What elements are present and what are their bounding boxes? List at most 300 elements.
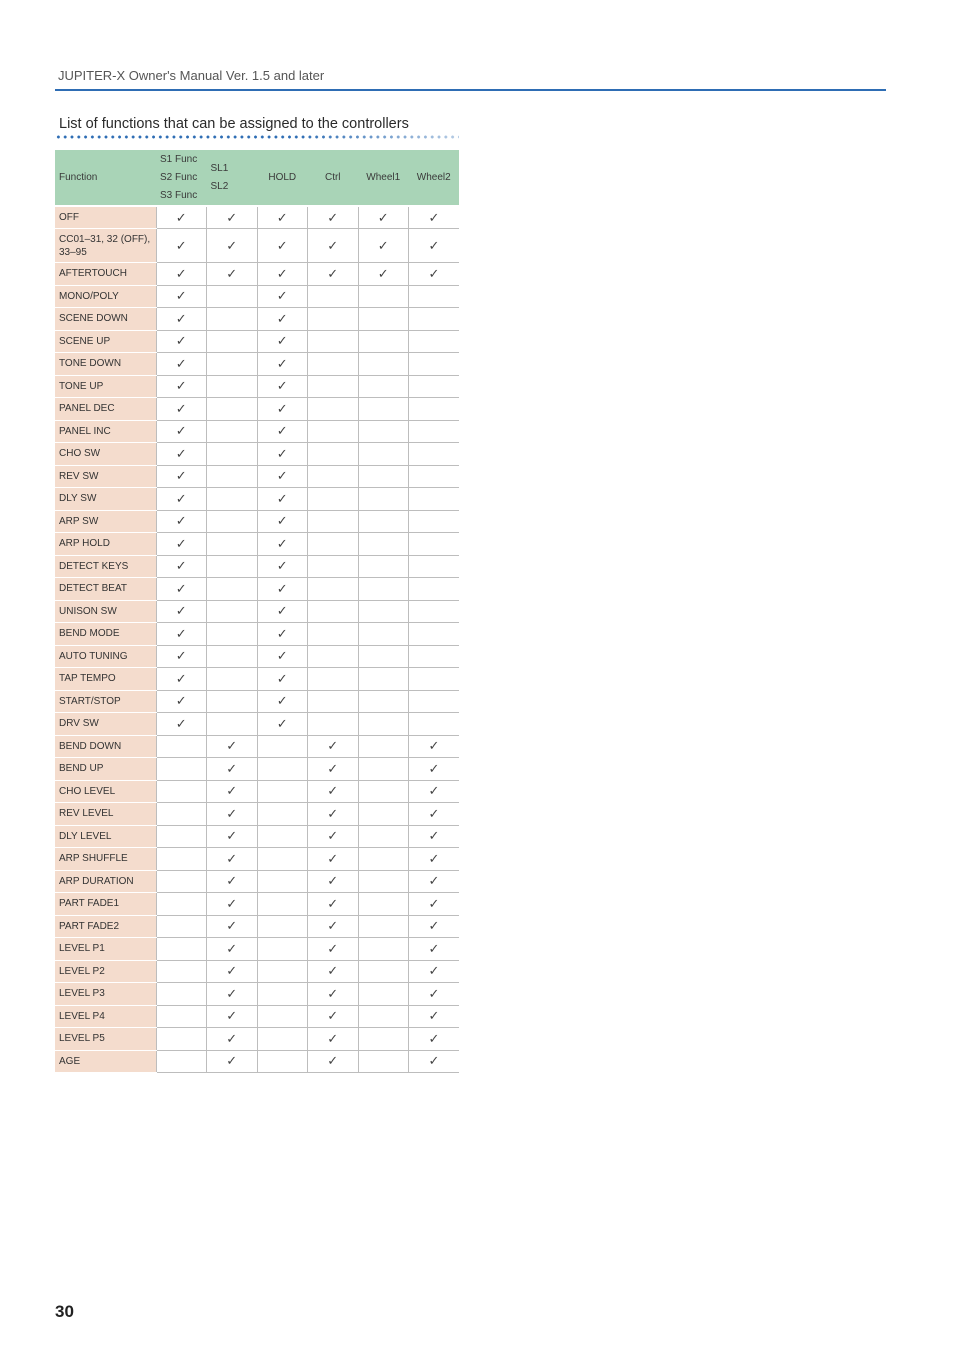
check-mark-icon: ✓ [226, 805, 238, 821]
cell-hold [257, 735, 308, 758]
cell-sl [207, 938, 258, 961]
cell-hold [257, 420, 308, 443]
cell-hold [257, 915, 308, 938]
check-mark-icon: ✓ [175, 400, 187, 416]
cell-wheel2 [409, 1005, 460, 1028]
cell-ctrl [308, 983, 359, 1006]
check-mark-icon: ✓ [327, 895, 339, 911]
check-mark-icon: ✓ [276, 333, 288, 349]
cell-hold [257, 488, 308, 511]
cell-wheel2 [409, 443, 460, 466]
check-mark-icon: ✓ [428, 850, 440, 866]
cell-s-func [156, 263, 207, 286]
check-mark-icon: ✓ [428, 895, 440, 911]
cell-s-func [156, 555, 207, 578]
cell-s-func [156, 353, 207, 376]
cell-hold [257, 983, 308, 1006]
cell-wheel1 [358, 443, 409, 466]
cell-s-func [156, 375, 207, 398]
cell-sl [207, 645, 258, 668]
function-name-cell: CHO LEVEL [55, 780, 156, 803]
check-mark-icon: ✓ [175, 333, 187, 349]
check-mark-icon: ✓ [327, 265, 339, 281]
cell-ctrl [308, 206, 359, 229]
cell-wheel1 [358, 330, 409, 353]
cell-sl [207, 825, 258, 848]
function-name-cell: TONE DOWN [55, 353, 156, 376]
table-row [55, 555, 459, 578]
cell-sl [207, 1050, 258, 1073]
check-mark-icon: ✓ [428, 940, 440, 956]
cell-wheel1 [358, 803, 409, 826]
check-mark-icon: ✓ [276, 490, 288, 506]
function-name-cell: ARP SHUFFLE [55, 848, 156, 871]
cell-s-func [156, 600, 207, 623]
cell-wheel1 [358, 398, 409, 421]
cell-wheel2 [409, 690, 460, 713]
table-row [55, 803, 459, 826]
check-mark-icon: ✓ [428, 918, 440, 934]
function-name-cell: MONO/POLY [55, 285, 156, 308]
cell-wheel1 [358, 229, 409, 263]
function-name-cell: BEND MODE [55, 623, 156, 646]
function-name-cell: BEND UP [55, 758, 156, 781]
cell-ctrl [308, 938, 359, 961]
cell-wheel1 [358, 375, 409, 398]
check-mark-icon: ✓ [276, 355, 288, 371]
table-row [55, 578, 459, 601]
cell-wheel2 [409, 893, 460, 916]
check-mark-icon: ✓ [175, 625, 187, 641]
table-row [55, 1050, 459, 1073]
cell-ctrl [308, 735, 359, 758]
cell-wheel1 [358, 915, 409, 938]
check-mark-icon: ✓ [327, 738, 339, 754]
cell-s-func [156, 465, 207, 488]
cell-wheel2 [409, 1050, 460, 1073]
cell-ctrl [308, 1028, 359, 1051]
cell-wheel1 [358, 758, 409, 781]
cell-sl [207, 533, 258, 556]
cell-wheel2 [409, 870, 460, 893]
cell-sl [207, 285, 258, 308]
cell-sl [207, 780, 258, 803]
cell-ctrl [308, 960, 359, 983]
cell-wheel2 [409, 578, 460, 601]
check-mark-icon: ✓ [276, 625, 288, 641]
cell-hold [257, 1005, 308, 1028]
cell-s-func [156, 206, 207, 229]
cell-hold [257, 229, 308, 263]
cell-hold [257, 870, 308, 893]
function-name-cell: PANEL INC [55, 420, 156, 443]
cell-s-func [156, 533, 207, 556]
check-mark-icon: ✓ [276, 580, 288, 596]
cell-hold [257, 623, 308, 646]
cell-sl [207, 578, 258, 601]
cell-wheel1 [358, 263, 409, 286]
function-name-cell: CHO SW [55, 443, 156, 466]
check-mark-icon: ✓ [276, 468, 288, 484]
check-mark-icon: ✓ [327, 918, 339, 934]
function-name-cell: ARP SW [55, 510, 156, 533]
cell-wheel2 [409, 780, 460, 803]
cell-ctrl [308, 848, 359, 871]
check-mark-icon: ✓ [226, 918, 238, 934]
table-row [55, 1028, 459, 1051]
cell-sl [207, 893, 258, 916]
check-mark-icon: ✓ [175, 265, 187, 281]
check-mark-icon: ✓ [226, 1053, 238, 1069]
check-mark-icon: ✓ [327, 850, 339, 866]
header-s1-func: S1 Func [160, 153, 198, 165]
cell-s-func [156, 420, 207, 443]
table-row [55, 690, 459, 713]
cell-ctrl [308, 263, 359, 286]
function-name-cell: SCENE UP [55, 330, 156, 353]
cell-wheel1 [358, 353, 409, 376]
check-mark-icon: ✓ [226, 209, 238, 225]
check-mark-icon: ✓ [276, 513, 288, 529]
header-divider [55, 89, 886, 91]
cell-ctrl [308, 803, 359, 826]
cell-wheel2 [409, 330, 460, 353]
check-mark-icon: ✓ [226, 963, 238, 979]
table-row [55, 780, 459, 803]
cell-wheel2 [409, 420, 460, 443]
cell-ctrl [308, 870, 359, 893]
check-mark-icon: ✓ [226, 940, 238, 956]
cell-wheel2 [409, 1028, 460, 1051]
cell-hold [257, 308, 308, 331]
cell-sl [207, 848, 258, 871]
cell-ctrl [308, 443, 359, 466]
function-assignment-table [55, 150, 459, 1073]
cell-hold [257, 938, 308, 961]
cell-sl [207, 398, 258, 421]
table-row [55, 870, 459, 893]
cell-sl [207, 353, 258, 376]
cell-s-func [156, 960, 207, 983]
check-mark-icon: ✓ [327, 985, 339, 1001]
cell-sl [207, 465, 258, 488]
table-row [55, 983, 459, 1006]
function-name-cell: PART FADE2 [55, 915, 156, 938]
cell-wheel2 [409, 533, 460, 556]
check-mark-icon: ✓ [428, 873, 440, 889]
cell-wheel2 [409, 555, 460, 578]
cell-ctrl [308, 353, 359, 376]
cell-wheel2 [409, 206, 460, 229]
function-name-cell: LEVEL P5 [55, 1028, 156, 1051]
table-row [55, 600, 459, 623]
function-name-cell: PART FADE1 [55, 893, 156, 916]
cell-wheel2 [409, 915, 460, 938]
cell-sl [207, 1005, 258, 1028]
check-mark-icon: ✓ [276, 535, 288, 551]
cell-wheel2 [409, 983, 460, 1006]
cell-hold [257, 375, 308, 398]
cell-sl [207, 915, 258, 938]
cell-wheel1 [358, 600, 409, 623]
check-mark-icon: ✓ [175, 603, 187, 619]
table-row [55, 960, 459, 983]
cell-wheel1 [358, 308, 409, 331]
cell-s-func [156, 848, 207, 871]
cell-hold [257, 803, 308, 826]
cell-ctrl [308, 1005, 359, 1028]
table-header-row [55, 150, 459, 206]
cell-wheel1 [358, 848, 409, 871]
cell-hold [257, 600, 308, 623]
check-mark-icon: ✓ [276, 693, 288, 709]
cell-wheel1 [358, 870, 409, 893]
check-mark-icon: ✓ [226, 1008, 238, 1024]
table-row [55, 758, 459, 781]
function-name-cell: CC01–31, 32 (OFF), 33–95 [55, 229, 156, 263]
check-mark-icon: ✓ [175, 558, 187, 574]
cell-hold [257, 285, 308, 308]
check-mark-icon: ✓ [226, 895, 238, 911]
cell-ctrl [308, 229, 359, 263]
cell-s-func [156, 488, 207, 511]
cell-wheel1 [358, 713, 409, 736]
cell-ctrl [308, 623, 359, 646]
cell-wheel2 [409, 375, 460, 398]
check-mark-icon: ✓ [276, 310, 288, 326]
cell-hold [257, 960, 308, 983]
cell-hold [257, 690, 308, 713]
cell-hold [257, 398, 308, 421]
header-s-func [156, 150, 207, 206]
cell-hold [257, 206, 308, 229]
table-row [55, 353, 459, 376]
cell-s-func [156, 690, 207, 713]
cell-hold [257, 330, 308, 353]
cell-wheel1 [358, 1050, 409, 1073]
header-wheel2: Wheel2 [409, 150, 460, 206]
cell-wheel1 [358, 623, 409, 646]
header-function: Function [55, 150, 156, 206]
function-name-cell: PANEL DEC [55, 398, 156, 421]
table-row [55, 1005, 459, 1028]
header-s3-func: S3 Func [160, 189, 198, 201]
check-mark-icon: ✓ [428, 265, 440, 281]
cell-sl [207, 420, 258, 443]
cell-wheel1 [358, 780, 409, 803]
cell-ctrl [308, 758, 359, 781]
cell-s-func [156, 825, 207, 848]
cell-s-func [156, 1005, 207, 1028]
cell-wheel1 [358, 893, 409, 916]
table-row [55, 510, 459, 533]
check-mark-icon: ✓ [327, 783, 339, 799]
check-mark-icon: ✓ [276, 715, 288, 731]
cell-s-func [156, 443, 207, 466]
check-mark-icon: ✓ [276, 400, 288, 416]
check-mark-icon: ✓ [175, 445, 187, 461]
check-mark-icon: ✓ [428, 1030, 440, 1046]
cell-s-func [156, 713, 207, 736]
table-row [55, 915, 459, 938]
check-mark-icon: ✓ [276, 288, 288, 304]
cell-wheel1 [358, 690, 409, 713]
function-name-cell: LEVEL P4 [55, 1005, 156, 1028]
function-name-cell: DLY LEVEL [55, 825, 156, 848]
cell-s-func [156, 645, 207, 668]
cell-s-func [156, 510, 207, 533]
cell-ctrl [308, 690, 359, 713]
cell-wheel1 [358, 735, 409, 758]
function-name-cell: AFTERTOUCH [55, 263, 156, 286]
table-row [55, 735, 459, 758]
cell-s-func [156, 1028, 207, 1051]
function-name-cell: AGE [55, 1050, 156, 1073]
cell-s-func [156, 229, 207, 263]
table-row [55, 229, 459, 263]
cell-sl [207, 623, 258, 646]
cell-wheel2 [409, 465, 460, 488]
check-mark-icon: ✓ [175, 580, 187, 596]
check-mark-icon: ✓ [276, 423, 288, 439]
check-mark-icon: ✓ [226, 985, 238, 1001]
check-mark-icon: ✓ [226, 828, 238, 844]
check-mark-icon: ✓ [276, 209, 288, 225]
table-row [55, 420, 459, 443]
function-name-cell: DETECT BEAT [55, 578, 156, 601]
cell-wheel2 [409, 668, 460, 691]
function-name-cell: BEND DOWN [55, 735, 156, 758]
cell-s-func [156, 623, 207, 646]
check-mark-icon: ✓ [327, 1053, 339, 1069]
cell-sl [207, 983, 258, 1006]
function-name-cell: ARP DURATION [55, 870, 156, 893]
check-mark-icon: ✓ [428, 783, 440, 799]
check-mark-icon: ✓ [226, 783, 238, 799]
check-mark-icon: ✓ [175, 355, 187, 371]
cell-sl [207, 263, 258, 286]
check-mark-icon: ✓ [276, 265, 288, 281]
cell-wheel2 [409, 488, 460, 511]
cell-sl [207, 555, 258, 578]
table-row [55, 263, 459, 286]
cell-hold [257, 893, 308, 916]
cell-ctrl [308, 488, 359, 511]
cell-hold [257, 780, 308, 803]
cell-sl [207, 1028, 258, 1051]
cell-wheel1 [358, 668, 409, 691]
check-mark-icon: ✓ [276, 445, 288, 461]
header-sl1: SL1 [210, 162, 229, 174]
check-mark-icon: ✓ [327, 760, 339, 776]
cell-wheel1 [358, 825, 409, 848]
check-mark-icon: ✓ [377, 237, 389, 253]
cell-wheel1 [358, 938, 409, 961]
table-row [55, 848, 459, 871]
header-ctrl: Ctrl [308, 150, 359, 206]
check-mark-icon: ✓ [226, 265, 238, 281]
cell-sl [207, 510, 258, 533]
cell-s-func [156, 803, 207, 826]
cell-hold [257, 353, 308, 376]
header-sl2: SL2 [210, 180, 229, 192]
check-mark-icon: ✓ [276, 237, 288, 253]
table-row [55, 398, 459, 421]
cell-ctrl [308, 398, 359, 421]
cell-hold [257, 510, 308, 533]
function-name-cell: SCENE DOWN [55, 308, 156, 331]
check-mark-icon: ✓ [428, 828, 440, 844]
cell-wheel1 [358, 983, 409, 1006]
cell-hold [257, 533, 308, 556]
cell-wheel1 [358, 578, 409, 601]
table-row [55, 893, 459, 916]
cell-s-func [156, 668, 207, 691]
cell-wheel2 [409, 960, 460, 983]
cell-s-func [156, 983, 207, 1006]
cell-ctrl [308, 668, 359, 691]
cell-wheel1 [358, 510, 409, 533]
cell-hold [257, 465, 308, 488]
cell-wheel1 [358, 645, 409, 668]
cell-hold [257, 263, 308, 286]
cell-s-func [156, 870, 207, 893]
function-name-cell: LEVEL P2 [55, 960, 156, 983]
header-sl [207, 150, 258, 206]
check-mark-icon: ✓ [276, 378, 288, 394]
function-name-cell: TAP TEMPO [55, 668, 156, 691]
cell-hold [257, 1028, 308, 1051]
cell-hold [257, 1050, 308, 1073]
cell-ctrl [308, 465, 359, 488]
cell-wheel2 [409, 758, 460, 781]
table-row [55, 623, 459, 646]
function-name-cell: LEVEL P1 [55, 938, 156, 961]
check-mark-icon: ✓ [175, 648, 187, 664]
check-mark-icon: ✓ [327, 963, 339, 979]
cell-wheel2 [409, 308, 460, 331]
cell-wheel1 [358, 555, 409, 578]
table-body [55, 206, 459, 1073]
cell-s-func [156, 758, 207, 781]
table-row [55, 668, 459, 691]
check-mark-icon: ✓ [327, 209, 339, 225]
cell-s-func [156, 330, 207, 353]
check-mark-icon: ✓ [175, 310, 187, 326]
page-number: 30 [55, 1302, 74, 1321]
cell-wheel2 [409, 229, 460, 263]
cell-wheel2 [409, 825, 460, 848]
dotted-underline-fade [300, 135, 460, 139]
check-mark-icon: ✓ [175, 535, 187, 551]
cell-hold [257, 848, 308, 871]
cell-s-func [156, 285, 207, 308]
check-mark-icon: ✓ [377, 209, 389, 225]
cell-sl [207, 690, 258, 713]
check-mark-icon: ✓ [428, 760, 440, 776]
cell-ctrl [308, 825, 359, 848]
table-row [55, 465, 459, 488]
cell-sl [207, 758, 258, 781]
cell-s-func [156, 915, 207, 938]
check-mark-icon: ✓ [327, 828, 339, 844]
function-name-cell: AUTO TUNING [55, 645, 156, 668]
function-name-cell: DETECT KEYS [55, 555, 156, 578]
check-mark-icon: ✓ [175, 288, 187, 304]
check-mark-icon: ✓ [226, 873, 238, 889]
check-mark-icon: ✓ [327, 873, 339, 889]
cell-hold [257, 645, 308, 668]
